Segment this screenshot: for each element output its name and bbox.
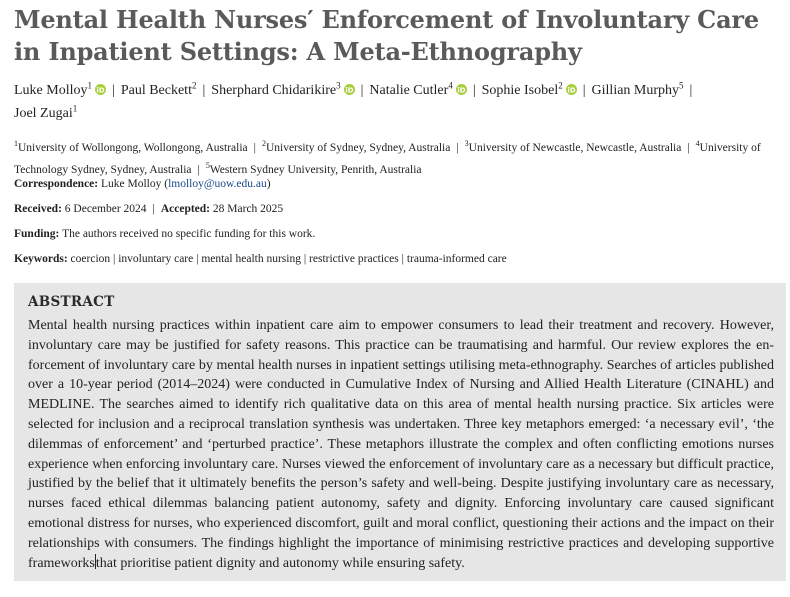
funding: Funding: The authors received no specific funding for this work.	[14, 228, 316, 240]
author[interactable]: Gillian Murphy$^5$	[591, 80, 684, 98]
svg-text:iD: iD	[567, 86, 576, 95]
keyword[interactable]: restrictive practices	[309, 253, 399, 265]
author[interactable]: Joel Zugai$^1$	[14, 103, 78, 122]
orcid-icon[interactable]	[456, 84, 467, 95]
author[interactable]: Paul Beckett$^2$	[120, 80, 197, 98]
author[interactable]: Luke Molloy$^1$ iD	[14, 80, 105, 98]
abstract-heading: ABSTRACT	[28, 294, 115, 310]
orcid-icon[interactable]	[95, 84, 106, 95]
author[interactable]: Sherphard Chidarikire$^3$ iD	[211, 80, 354, 98]
paper-title: Mental Health Nurses′ Enforcement of Involuntary Care in Inpatient Settings: A Meta-Ethnography	[14, 5, 759, 66]
svg-text:iD: iD	[457, 86, 466, 95]
keyword[interactable]: involuntary care	[118, 253, 194, 265]
abstract-text: Mental health nursing practices within inpatient care aim to empower consumers to lead their treatment and recovery. However, involuntary care may be justified for safety reasons. This practice can be traumatising and harmful. Our review explores the enforcement of involuntary care by mental health nurses in inpatient settings utilising meta-ethnography. Searches of articles published over a 10-year period (2014–2024) were conducted in Cumulative Index of Nursing and Allied Health Literature (CINAHL) and MEDLINE. The searches aimed to identify rich qualitative data on this area of mental health nursing practice. Six articles were selected for inclusion and a reciprocal translation synthesis was undertaken. Three key metaphors emerged: ‘a necessary evil’, ‘the dilemmas of enforcement’ and ‘perturbed practice’. These metaphors illustrate the complex and often conflicting emotions nurses experience when enforcing involuntary care. Nurses viewed the enforcement of involuntary care as a necessary but difficult practice, justified by the belief that it ultimately benefits the person’s safety and well-being. Despite justifying involuntary care as necessary, nurses faced ethical dilemmas balancing patient autonomy, safety and dignity. Enforcing involuntary care caused significant emotional distress for nurses, who experienced discomfort, guilt and moral conflict, questioning their actions and the impact on their relationships with consumers. The findings highlight the importance of minimising restrictive practices and developing supportive frameworksthat prioritise patient dignity and autonomy while ensuring safety.	[28, 318, 774, 571]
author-list: Luke Molloy$^1$ iD | Paul Beckett$^2$ | Sherphard Chidarikire$^3$ iD | Natalie Cutler$^4$ iD | Sophie Isobel$^2$ iD | Gillian Murphy$^5$ | Joel Zugai$^1$	[14, 80, 693, 122]
affiliations: $^1$University of Wollongong, Wollongong, Australia | $^2$University of Sydney, Sydney, Australia | $^3$University of Newcastle, Newcastle, Australia | $^4$University of Technology Sydney, Sydney, Australia | $^5$Western Sydney University, Penrith, Australia	[14, 139, 761, 176]
svg-text:iD: iD	[344, 86, 354, 95]
keyword[interactable]: trauma-informed care	[406, 253, 507, 265]
keyword[interactable]: mental health nursing	[201, 253, 301, 265]
correspondence: Correspondence: Luke Molloy (lmolloy@uow.edu.au)	[14, 178, 271, 190]
paper-header	[14, 4, 786, 179]
orcid-icon[interactable]	[344, 84, 355, 95]
svg-text:iD: iD	[96, 86, 105, 95]
author[interactable]: Sophie Isobel$^2$ iD	[481, 80, 576, 98]
orcid-icon[interactable]	[566, 84, 577, 95]
dates: Received: 6 December 2024 | Accepted: 28 March 2025	[14, 203, 284, 215]
author[interactable]: Natalie Cutler$^4$ iD	[369, 80, 466, 98]
keywords: Keywords: coercion | involuntary care | mental health nursing | restrictive practices | trauma-informed care	[14, 253, 507, 265]
email-link[interactable]: lmolloy@uow.edu.au	[168, 178, 267, 190]
keyword[interactable]: coercion	[70, 253, 111, 265]
abstract-box	[14, 283, 786, 581]
